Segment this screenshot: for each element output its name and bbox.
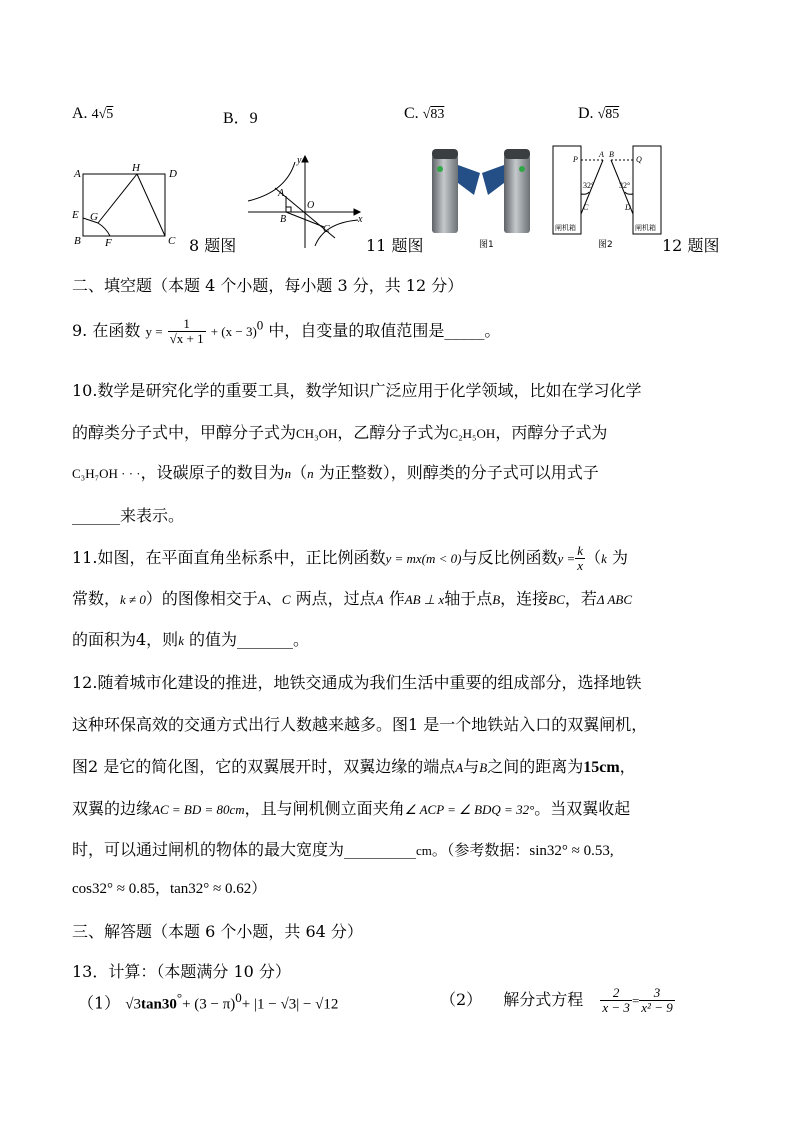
q10-line-4: ______来表示。 bbox=[72, 506, 185, 525]
fig12-angle-label-right: 32° bbox=[619, 181, 631, 190]
q11-line-1-text-d: 为 bbox=[606, 548, 628, 567]
q12-line-4-text-a: 双翼的边缘 bbox=[72, 799, 153, 818]
q10-line-2-text-b: ，乙醇分子式为 bbox=[337, 423, 450, 442]
q13-right-numerator: 3 bbox=[639, 986, 674, 1001]
q11-fraction-numerator: k bbox=[577, 543, 584, 558]
fig12-gate-box-label-left: 闸机箱 bbox=[555, 224, 576, 232]
q12-line-3-text-c: 之间的距离为 bbox=[487, 757, 584, 776]
option-b-label: B．9 bbox=[223, 110, 258, 127]
segment-hc bbox=[137, 174, 165, 236]
fig8-label-f: F bbox=[105, 237, 112, 249]
fig12-label-d: D bbox=[625, 203, 631, 212]
q12-line-4 bbox=[72, 796, 630, 819]
hyperbola-branch-lower bbox=[315, 220, 358, 246]
q12-point-a: A bbox=[455, 760, 464, 775]
q12-wing-length: AC = BD = 80cm bbox=[152, 802, 245, 817]
q13-equals: = bbox=[631, 993, 640, 1008]
q12-line-3-text-a: 图2 是它的简化图，它的双翼展开时，双翼边缘的端点 bbox=[72, 757, 456, 776]
fig12-label-p: P bbox=[573, 155, 578, 164]
q9-suffix: 中，自变量的取值范围是_____。 bbox=[268, 321, 501, 340]
fig8-label-b: B bbox=[74, 235, 81, 247]
q13-power-term: + (3 − π) bbox=[182, 996, 236, 1013]
q13-part-1-label: （1） bbox=[78, 993, 121, 1013]
q13-part-2-text: 解分式方程 bbox=[503, 990, 584, 1009]
fig11-label-x: x bbox=[358, 214, 363, 225]
angle-arc-bdq bbox=[625, 192, 633, 194]
q13-right-denominator: x² − 9 bbox=[641, 1000, 673, 1015]
option-d-radicand: 85 bbox=[605, 107, 620, 122]
q13-degree: ° bbox=[176, 990, 183, 1005]
q12-reference-sin: 。（参考数据：sin32° ≈ 0.53, bbox=[431, 843, 614, 859]
q11-variable-k-2: k bbox=[178, 633, 184, 648]
fig12-label-b: B bbox=[609, 150, 614, 159]
gate-top-right bbox=[504, 149, 530, 159]
option-c-label: C. bbox=[404, 105, 419, 122]
q13-part-2-label: （2） bbox=[440, 990, 483, 1009]
option-d-label: D. bbox=[578, 105, 594, 122]
figure-12-caption: 12 题图 bbox=[662, 236, 720, 255]
q11-line-1 bbox=[72, 544, 628, 573]
y-axis-arrow bbox=[302, 156, 308, 162]
q10-line-3-text-c: 为正整数），则醇类的分子式可以用式子 bbox=[313, 463, 599, 482]
q10-formula-methanol: CH₃OH bbox=[296, 426, 338, 441]
q11-line-1-text-b: 与反比例函数 bbox=[461, 548, 558, 567]
q11-line-2-text-a: 常数， bbox=[72, 589, 121, 608]
q10-variable-n: n bbox=[284, 466, 292, 481]
q11-line-2 bbox=[72, 586, 632, 609]
q11-line-3-text-a: 的面积为4，则 bbox=[72, 630, 179, 649]
q12-line-3-text-b: 与 bbox=[463, 757, 480, 776]
q10-line-1: 10.数学是研究化学的重要工具，数学知识广泛应用于化学领域，比如在学习化学 bbox=[72, 381, 642, 400]
option-b bbox=[223, 105, 258, 128]
q12-line-4-text-c: 。当双翼收起 bbox=[534, 799, 631, 818]
q10-formula-ethanol: C₂H₅OH bbox=[449, 426, 496, 441]
q12-unit-cm: cm bbox=[416, 843, 432, 858]
figure-11-diagram bbox=[240, 152, 370, 252]
q11-formula-linear: y = mx(m < 0) bbox=[385, 551, 462, 566]
option-d: D. √85 bbox=[578, 105, 620, 122]
fig11-label-o: O bbox=[307, 200, 315, 211]
figure-12-diagram-caption: 图2 bbox=[598, 240, 613, 250]
q11-point-a: A bbox=[257, 592, 266, 607]
fig8-label-a: A bbox=[74, 168, 81, 180]
q11-fraction-k-over-x bbox=[575, 544, 585, 573]
q9-power-term: + (x − 3) bbox=[210, 324, 257, 339]
gate-indicator-right bbox=[519, 166, 525, 172]
figure-12-simplified-diagram bbox=[547, 140, 667, 238]
q12-line-3-text-e: ， bbox=[619, 757, 636, 776]
gate-wing-right bbox=[482, 165, 504, 195]
figure-12-photo-caption: 图1 bbox=[479, 240, 494, 250]
q11-variable-k: k bbox=[601, 551, 607, 566]
q12-line-3 bbox=[72, 754, 636, 777]
q11-formula-inverse-y: y = bbox=[557, 551, 576, 566]
fig11-label-b: B bbox=[280, 214, 287, 225]
figure-11-caption: 11 题图 bbox=[366, 236, 424, 255]
question-9 bbox=[72, 317, 500, 346]
q11-line-3-text-b: 的值为_______。 bbox=[183, 630, 310, 649]
fig12-label-a: A bbox=[599, 150, 604, 159]
q13-left-numerator: 2 bbox=[600, 986, 632, 1001]
hyperbola-branch-upper bbox=[248, 162, 295, 201]
q10-line-2-text-a: 的醇类分子式中，甲醇分子式为 bbox=[72, 423, 297, 442]
q11-line-2-text-d: 两点，过点 bbox=[290, 589, 376, 608]
q13-part-2 bbox=[440, 986, 675, 1015]
gate-top-left bbox=[432, 149, 458, 159]
q11-line-1-text-a: 11.如图，在平面直角坐标系中，正比例函数 bbox=[72, 548, 386, 567]
q13-title: 13．计算：（本题满分 10 分） bbox=[72, 962, 291, 981]
q11-line-1-text-c: （ bbox=[585, 548, 602, 567]
q10-line-2 bbox=[72, 420, 607, 443]
q11-point-b: B bbox=[492, 592, 501, 607]
q12-angle-equation: ∠ ACP = ∠ BDQ = 32° bbox=[404, 802, 535, 817]
q11-triangle-abc: Δ ABC bbox=[596, 592, 633, 607]
q10-line-3 bbox=[72, 460, 599, 483]
option-a-coef: 4 bbox=[91, 107, 99, 122]
gate-post-right bbox=[504, 155, 530, 233]
q13-fraction-right bbox=[639, 986, 674, 1015]
fig8-label-c: C bbox=[168, 235, 176, 247]
q12-point-b: B bbox=[479, 760, 488, 775]
q11-line-2-text-h: ，若 bbox=[564, 589, 597, 608]
q12-line-5-text-a: 时，可以通过闸机的物体的最大宽度为_________ bbox=[72, 840, 417, 859]
q13-fraction-left bbox=[600, 986, 632, 1015]
q13-tan30: tan30 bbox=[141, 996, 177, 1013]
fig12-gate-box-label-right: 闸机箱 bbox=[635, 224, 656, 232]
q11-segment-bc: BC bbox=[548, 592, 565, 607]
q11-condition-k: k ≠ 0 bbox=[120, 592, 146, 607]
figure-8-caption: 8 题图 bbox=[189, 236, 237, 255]
fig12-angle-label-left: 32° bbox=[583, 181, 595, 190]
fig8-label-d: D bbox=[169, 168, 177, 180]
q11-point-c: C bbox=[281, 592, 291, 607]
q9-fraction-numerator: 1 bbox=[168, 317, 206, 332]
section-3-heading: 三、解答题（本题 6 个小题，共 64 分） bbox=[72, 922, 363, 941]
section-2-heading: 二、填空题（本题 4 个小题，每小题 3 分，共 12 分） bbox=[72, 276, 464, 295]
q12-line-1: 12.随着城市化建设的推进，地铁交通成为我们生活中重要的组成部分，选择地铁 bbox=[72, 673, 642, 692]
q11-fraction-denominator: x bbox=[577, 558, 584, 573]
q11-line-2-text-e: 作 bbox=[383, 589, 405, 608]
q11-line-2-text-b: ）的图像相交于 bbox=[145, 589, 258, 608]
q11-line-2-text-g: ，连接 bbox=[500, 589, 549, 608]
q10-line-2-text-c: ，丙醇分子式为 bbox=[495, 423, 608, 442]
q11-line-3 bbox=[72, 627, 309, 650]
option-c-radicand: 83 bbox=[430, 107, 445, 122]
gate-post-left bbox=[432, 155, 458, 233]
q9-exponent: 0 bbox=[256, 317, 264, 333]
q12-line-6: cos32° ≈ 0.85，tan32° ≈ 0.62） bbox=[72, 881, 267, 897]
segment-hg bbox=[98, 174, 137, 223]
gate-wing-left bbox=[458, 165, 480, 195]
q9-fraction bbox=[168, 317, 206, 346]
q9-function-y: y = bbox=[145, 324, 163, 339]
option-a: A. 4√5 bbox=[72, 105, 114, 122]
q13-exponent: 0 bbox=[235, 990, 242, 1005]
q9-fraction-denominator: √x + 1 bbox=[169, 331, 204, 346]
q11-line-2-text-f: 轴于点 bbox=[444, 589, 493, 608]
option-c: C. √83 bbox=[404, 105, 445, 122]
q9-prefix: 9. 在函数 bbox=[72, 321, 141, 340]
q12-line-5 bbox=[72, 837, 614, 860]
option-a-label: A. bbox=[72, 105, 88, 122]
q13-left-denominator: x − 3 bbox=[602, 1000, 630, 1015]
figure-12-photo-gates bbox=[428, 143, 536, 235]
figure-8-diagram bbox=[68, 160, 188, 252]
q13-part-1 bbox=[78, 990, 338, 1013]
fig12-label-q: Q bbox=[636, 155, 642, 164]
q12-line-4-text-b: ，且与闸机侧立面夹角 bbox=[244, 799, 405, 818]
segment-gf bbox=[98, 223, 110, 236]
rectangle-abcd bbox=[83, 174, 165, 236]
q12-distance-value: 15cm bbox=[583, 759, 620, 776]
q13-sqrt3: √3 bbox=[125, 996, 142, 1013]
option-a-radicand: 5 bbox=[106, 107, 114, 122]
q10-line-3-text-a: ，设碳原子的数目为 bbox=[140, 463, 285, 482]
fig8-label-g: G bbox=[90, 211, 98, 223]
fig11-label-a: A bbox=[278, 188, 285, 199]
q10-formula-propanol: C₃H₇OH · · · bbox=[72, 466, 141, 481]
fig8-label-h: H bbox=[132, 162, 140, 174]
q10-variable-n-2: n bbox=[307, 466, 314, 481]
q13-abs-term: + |1 − √3| − √12 bbox=[241, 996, 339, 1013]
right-angle-mark bbox=[286, 207, 291, 212]
q12-line-2: 这种环保高效的交通方式出行人数越来越多。图1 是一个地铁站入口的双翼闸机， bbox=[72, 715, 648, 734]
fig11-label-c: C bbox=[323, 224, 330, 235]
q10-line-3-text-b: （ bbox=[291, 463, 308, 482]
q11-perpendicular: AB ⊥ x bbox=[404, 592, 445, 607]
fig12-label-c: C bbox=[583, 203, 589, 212]
q11-line-2-text-c: 、 bbox=[265, 589, 282, 608]
gate-indicator-left bbox=[437, 166, 443, 172]
fig11-label-y: y bbox=[297, 155, 302, 166]
angle-arc-acp bbox=[581, 192, 589, 194]
fig8-label-e: E bbox=[72, 209, 79, 221]
q11-point-a-2: A bbox=[375, 592, 384, 607]
